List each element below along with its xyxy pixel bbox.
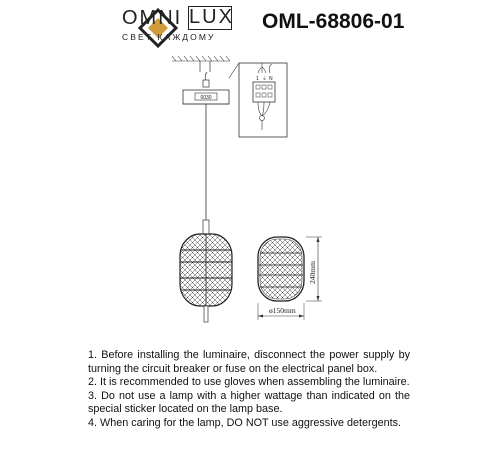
ceiling-hatch: [172, 56, 230, 61]
lamp-dimension-view: [258, 237, 322, 320]
brand-tagline: СВЕТ КАЖДОМУ: [122, 32, 216, 42]
instruction-item: 3. Do not use a lamp with a higher wattage than indicated on the special sticker located on the lamp base.: [88, 389, 410, 416]
mounting-bracket: [200, 61, 210, 87]
brand-name-boxed: LUX: [189, 6, 234, 28]
safety-instructions: [88, 349, 410, 431]
model-code: OML-68806-01: [262, 10, 405, 33]
wiring-detail: [229, 63, 287, 137]
width-dimension: ø150mm: [269, 306, 296, 315]
wire-label-1: 1: [256, 76, 259, 82]
instruction-item: 2. It is recommended to use gloves when assembling the luminaire.: [88, 376, 410, 389]
wire-label-n: N: [269, 76, 273, 82]
instruction-item: 4. When caring for the lamp, DO NOT use aggressive detergents.: [88, 416, 402, 429]
canopy-label: 0030: [200, 95, 212, 101]
technical-drawing: [0, 50, 500, 340]
brand-name: OMNI: [122, 7, 183, 29]
instruction-item: 1. Before installing the luminaire, disconnect the power supply by turning the circuit breaker or fuse on the electrical panel box.: [88, 349, 410, 375]
lamp-front-view: [180, 220, 232, 322]
wire-label-ground: ⏚: [262, 76, 268, 82]
height-dimension: 240mm: [308, 261, 317, 284]
